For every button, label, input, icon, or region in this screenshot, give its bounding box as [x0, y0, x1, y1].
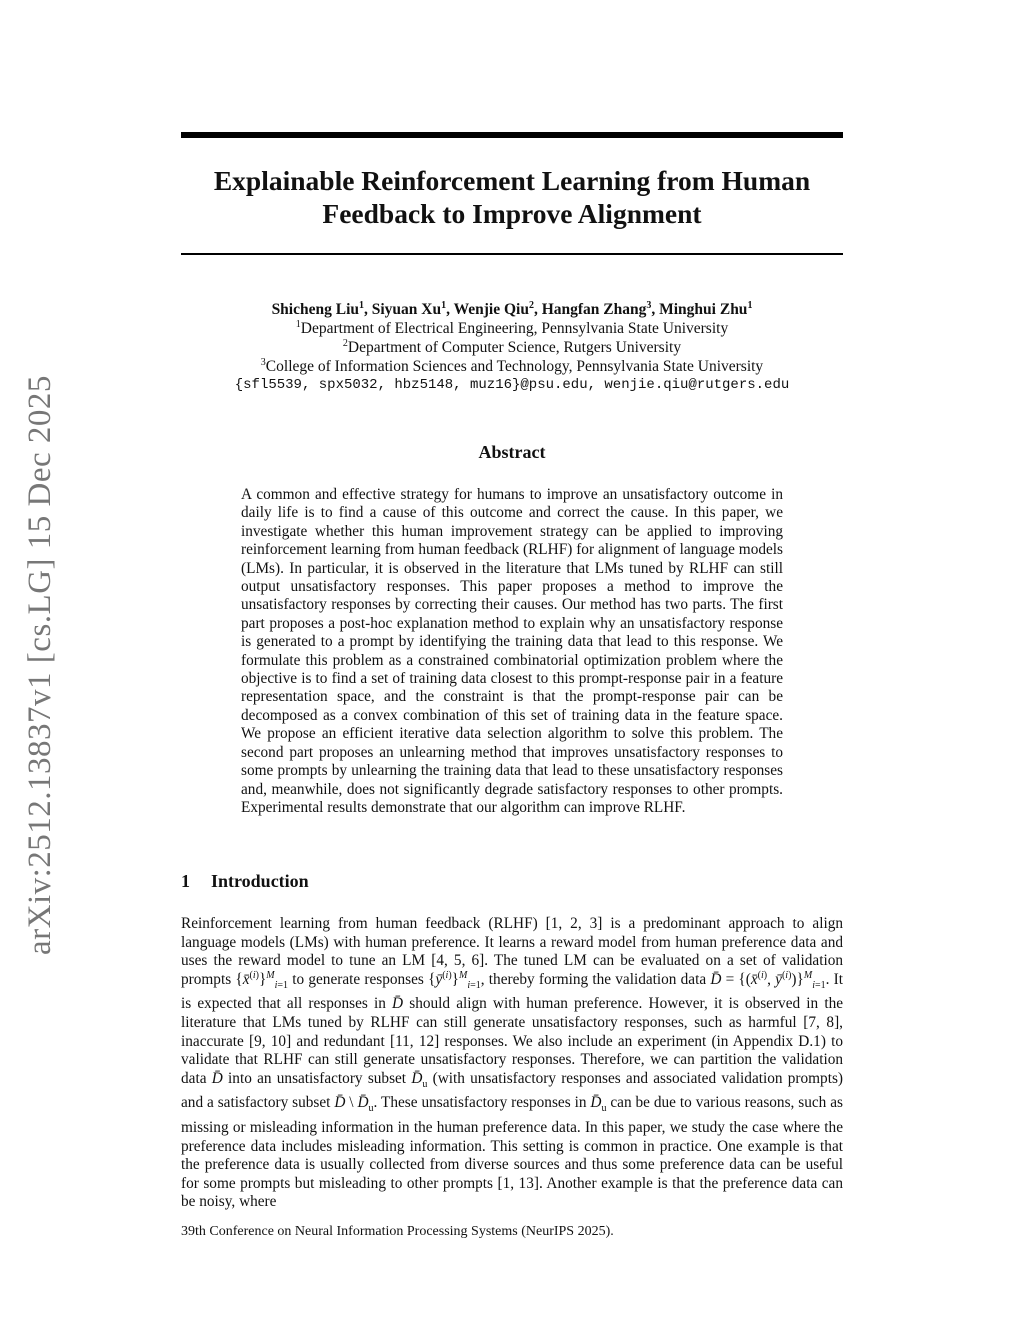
intro-text: can be due to various reasons, such as missing or misleading information in the human preference data. In this paper, we study the case where the preference data includes misleading information. This setting is common in practice. One example is that the preference data is usually collected from diverse sources and thus some preference data can be useful for some prompts but misleading to other prompts [1, 13]. Another example is that the preference data can be noisy, where — [181, 1094, 843, 1211]
title-top-rule — [181, 132, 843, 138]
title-line-1: Explainable Reinforcement Learning from Human — [213, 165, 811, 196]
conference-footnote: 39th Conference on Neural Information Processing Systems (NeurIPS 2025). — [181, 1224, 614, 1239]
author-emails[interactable]: {sfl5539, spx5032, hbz5148, muz16}@psu.edu, wenjie.qiu@rutgers.edu — [234, 377, 790, 393]
section-title: Introduction — [211, 871, 309, 891]
affiliation-mark: 2 — [528, 299, 534, 311]
intro-text: into an unsatisfactory subset — [228, 1069, 407, 1087]
affiliation-line — [181, 338, 843, 357]
intro-text: should align with human preference. However, it is observed in the literature that LMs tuned by RLHF can still generate unsatisfactory responses, such as harmful [7, 8], inaccurate [9, 10] and redundant [11, 12] responses. We also include an experiment (in Appendix D.1) to validate that RLHF can still generate unsatisfactory responses. Therefore, we can partition the validation data — [181, 995, 844, 1087]
introduction-paragraph — [181, 915, 843, 1212]
author-block — [181, 300, 843, 395]
math-d: D̄ — [211, 1069, 223, 1087]
title-bottom-rule — [181, 253, 843, 255]
author-name: Hangfan Zhang — [541, 301, 647, 318]
affiliation-number: 1 — [295, 318, 301, 330]
affiliation-mark: 1 — [441, 299, 447, 311]
abstract-text: A common and effective strategy for humans to improve an unsatisfactory outcome in daily life is to find a cause of this outcome and correct the cause. In this paper, we investigate whether this human improvement strategy can be applied to improving reinforcement learning from human feedback (RLHF) for alignment of language models (LMs). In particular, it is observed in the literature that LMs tuned by RLHF can still output unsatisfactory responses. This paper proposes a method to improve the unsatisfactory responses by correcting their causes. Our method has two parts. The first part proposes a post-hoc explanation method to explain why an unsatisfactory response is generated to a prompt by identifying the training data that lead to this response. We formulate this problem as a constrained combinatorial optimization problem where the objective is to find a set of training data closest to this prompt-response pair in a feature representation space, and the constraint is that the prompt-response pair can be decomposed as a convex combination of this set of training data in the feature space. We propose an efficient iterative data selection algorithm to solve this problem. The second part proposes an unlearning method that improves unsatisfactory responses to some prompts by unlearning the training data that lead to these unsatisfactory responses and, meanwhile, does not significantly degrade satisfactory responses to other prompts. Experimental results demonstrate that our algorithm can improve RLHF. — [241, 486, 783, 816]
section-heading — [181, 871, 309, 892]
affiliation-line — [181, 357, 843, 376]
math-du: $D̄_u$ — [411, 1069, 428, 1090]
math-d-minus-du: D̄ \ $D̄_u$ — [334, 1094, 374, 1115]
abstract-heading: Abstract — [478, 442, 546, 462]
title-line-2: Feedback to Improve Alignment — [322, 198, 702, 229]
intro-text: Reinforcement learning from human feedback (RLHF) [1, 2, 3] is a predominant approach to align language models (LMs) with human preference. It learns a reward model from human preference data and uses the reward model to tune an LM [4, 5, 6]. The tuned LM can be evaluated on a set of validation prompts — [181, 915, 843, 988]
math-validation-data: D̄ = {(x̄$^{(i)}$, $ȳ^{(i)})\}^M_{i=1}$ — [710, 969, 826, 991]
math-validation-prompts: {x̄$^{(i)}$}$^M_{i=1}$ — [235, 969, 289, 991]
affiliation-mark: 1 — [747, 299, 753, 311]
arxiv-identifier: arXiv:2512.13837v1 [cs.LG] 15 Dec 2025 — [22, 375, 58, 955]
section-number: 1 — [181, 871, 190, 891]
affiliation-number: 3 — [260, 356, 266, 368]
affiliation-mark: 1 — [359, 299, 364, 311]
author-name: Wenjie Qiu — [453, 301, 529, 318]
author-name: Siyuan Xu — [371, 301, 442, 318]
affiliation-text: Department of Computer Science, Rutgers University — [347, 339, 682, 356]
intro-text: to generate responses — [292, 970, 424, 988]
affiliation-number: 2 — [342, 337, 348, 349]
author-name: Minghui Zhu — [659, 301, 748, 318]
affiliation-text: College of Information Sciences and Technology, Pennsylvania State University — [265, 358, 764, 375]
intro-text: , thereby forming the validation data — [480, 970, 707, 988]
math-du: $D̄_u$ — [590, 1094, 607, 1115]
affiliation-line — [181, 319, 843, 338]
intro-text: . It is expected that all responses in — [181, 970, 843, 1013]
author-names: Shicheng Liu$^1$, Siyuan Xu$^1$, Wenjie Qiu$^2$, Hangfan Zhang$^3$, Minghui Zhu$^1$ — [271, 299, 753, 318]
math-d: D̄ — [392, 995, 404, 1013]
affiliation-mark: 3 — [646, 299, 652, 311]
intro-text: . These unsatisfactory responses in — [373, 1094, 587, 1112]
paper-title — [181, 164, 843, 230]
math-responses: $\{ȳ^{(i)}\}^M_{i=1}$ — [428, 969, 481, 991]
author-name: Shicheng Liu — [271, 301, 359, 318]
intro-text: (with unsatisfactory responses and associated validation prompts) and a satisfactory subset — [181, 1069, 844, 1112]
affiliation-text: Department of Electrical Engineering, Pennsylvania State University — [300, 320, 729, 337]
